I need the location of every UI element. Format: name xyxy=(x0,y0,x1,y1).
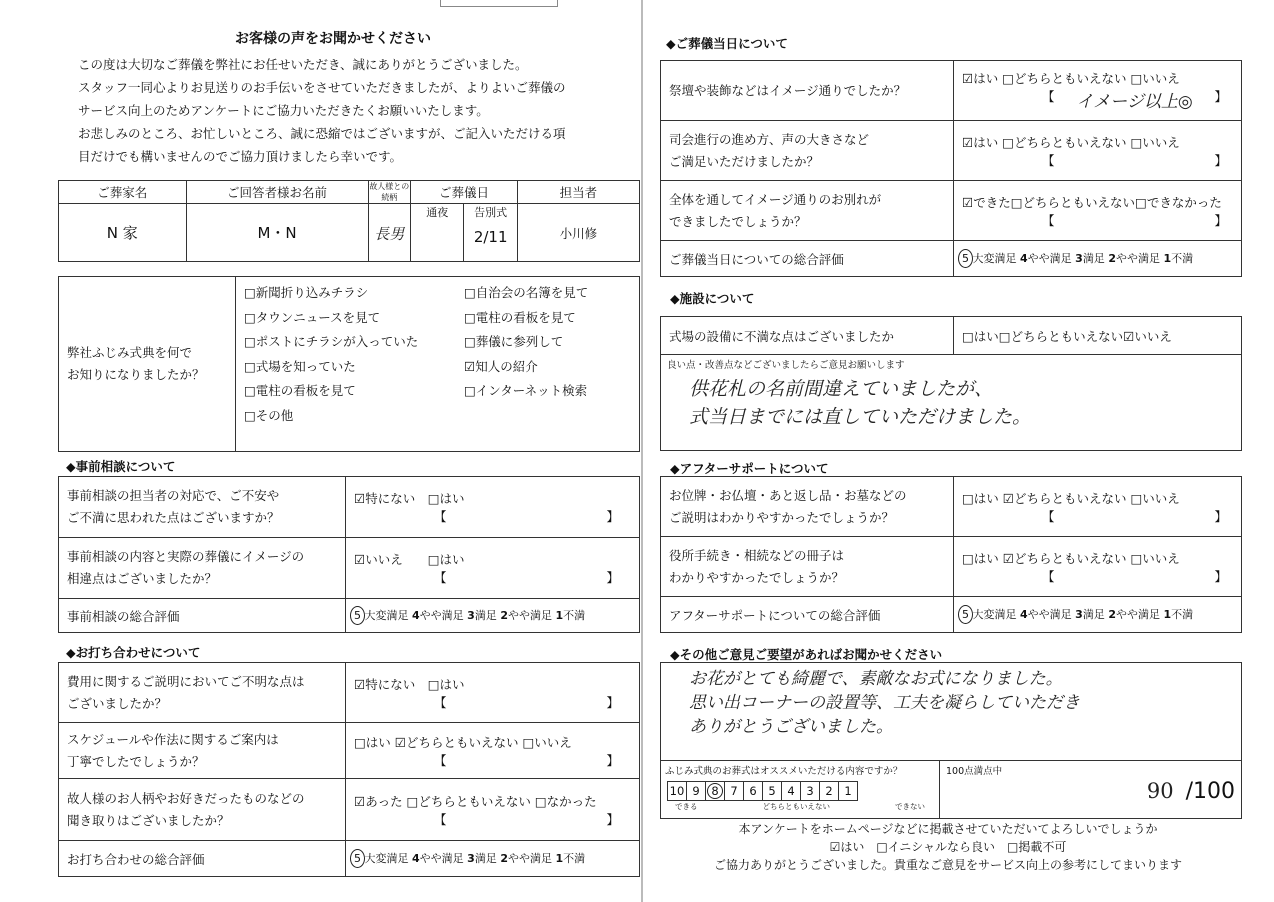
answer-bracket xyxy=(434,810,619,828)
rating-1: 1 xyxy=(555,852,564,865)
bracket-open: 【 xyxy=(434,752,447,768)
bracket-open: 【 xyxy=(434,811,447,827)
rating-label: 大変満足 xyxy=(972,608,1017,621)
rating-1: 1 xyxy=(1163,608,1172,621)
consult-a1 xyxy=(346,477,640,538)
source-option[interactable]: □電柱の看板を見て xyxy=(464,309,576,325)
rating-2: 2 xyxy=(1108,252,1116,265)
scale-4[interactable]: 4 xyxy=(782,782,801,801)
answer-options[interactable]: ☑はい □どちらともいえない □いいえ xyxy=(962,71,1180,86)
after-a2 xyxy=(954,537,1242,597)
q-line: ご満足いただけましたか？ xyxy=(669,153,820,169)
day-heading: ◆ご葬儀当日について xyxy=(666,36,788,51)
label-can: できる xyxy=(675,802,698,811)
handwritten-note: イメージ以上◎ xyxy=(1076,92,1193,112)
rating-label: 大変満足 xyxy=(972,252,1017,265)
rating-5: 5 xyxy=(958,249,973,268)
q-line: 司会進行の進め方、声の大きさなど xyxy=(669,131,870,147)
bracket-close: 】 xyxy=(1214,508,1227,524)
other-comment-box[interactable] xyxy=(661,663,1242,761)
rating-label: やや満足 xyxy=(1115,608,1160,621)
answer-bracket xyxy=(434,507,619,525)
recommend-question: ふじみ式典のお葬式はオススメいただける内容ですか？ xyxy=(665,766,903,777)
answer-options[interactable]: ☑できた□どちらともいえない□できなかった xyxy=(962,194,1222,210)
answer-bracket xyxy=(1042,211,1227,229)
comment-line: ありがとうございました。 xyxy=(689,717,893,737)
rating-label: やや満足 xyxy=(1115,252,1160,265)
meeting-a1 xyxy=(346,663,640,723)
source-option[interactable]: □自治会の名簿を見て xyxy=(464,285,589,300)
after-q1 xyxy=(661,477,954,537)
facility-heading: ◆施設について xyxy=(670,291,755,306)
intro-line: 目だけでも構いませんのでご協力頂けましたら幸いです。 xyxy=(78,149,403,164)
footer xyxy=(648,820,1248,874)
meeting-overall: お打ち合わせの総合評価 xyxy=(59,841,346,877)
bracket-open: 【 xyxy=(1042,212,1055,228)
q-line: 故人様のお人柄やお好きだったものなどの xyxy=(67,790,305,806)
rating-2: 2 xyxy=(1108,608,1116,621)
rating-label: やや満足 xyxy=(1027,608,1072,621)
after-heading: ◆アフターサポートについて xyxy=(670,461,829,476)
rating-label: やや満足 xyxy=(419,609,464,622)
answer-bracket xyxy=(434,693,619,711)
source-question xyxy=(59,277,236,452)
info-table xyxy=(58,180,640,262)
source-option[interactable]: □葬儀に参列して xyxy=(464,334,564,349)
rating-label: 満足 xyxy=(1082,608,1105,621)
note-line: 供花札の名前間違えていましたが、 xyxy=(689,378,994,400)
handwritten-comment xyxy=(689,667,1233,739)
score-max: /100 xyxy=(1185,779,1235,804)
rating-label: 不満 xyxy=(1171,252,1194,265)
tsuya-label: 通夜 xyxy=(426,206,449,219)
intro-line: この度は大切なご葬儀を弊社にお任せいただき、誠にありがとうございました。 xyxy=(78,57,528,72)
bracket-close: 】 xyxy=(606,570,619,585)
facility-note-box[interactable] xyxy=(661,355,1242,451)
col-staff: 担当者 xyxy=(517,181,639,204)
bracket-open: 【 xyxy=(1042,89,1055,104)
source-options xyxy=(236,277,640,452)
scale-labels xyxy=(675,801,925,812)
after-rating[interactable] xyxy=(954,597,1242,633)
meeting-q2 xyxy=(59,723,346,779)
footer-question: 本アンケートをホームページなどに掲載させていただいてよろしいでしょうか xyxy=(738,822,1158,836)
staff-name: 小川修 xyxy=(517,204,639,262)
source-option[interactable]: □インターネット検索 xyxy=(464,383,588,398)
intro-text xyxy=(78,53,566,168)
relation-value: 長男 xyxy=(368,204,411,262)
col-date: ご葬儀日 xyxy=(411,181,518,204)
answer-options[interactable]: ☑特にない □はい xyxy=(354,676,465,692)
q-line: 役所手続き・相続などの冊子は xyxy=(669,547,845,563)
answer-options[interactable]: □はい ☑どちらともいえない □いいえ xyxy=(962,490,1180,506)
bracket-close: 】 xyxy=(1214,568,1227,584)
rating-label: 大変満足 xyxy=(364,852,409,865)
tsuya-cell xyxy=(411,204,464,262)
rating-3: 3 xyxy=(1075,252,1083,265)
source-question-line: お知りになりましたか？ xyxy=(67,367,205,382)
scale-8[interactable] xyxy=(706,782,725,801)
rating-label: やや満足 xyxy=(1027,252,1072,265)
day-a3 xyxy=(954,181,1242,241)
scale-3[interactable]: 3 xyxy=(801,782,820,801)
meeting-q1 xyxy=(59,663,346,723)
label-cannot: できない xyxy=(895,802,925,811)
q-line: 事前相談の担当者の対応で、ご不安や xyxy=(67,488,280,503)
bracket-open: 【 xyxy=(434,694,447,710)
score-value xyxy=(946,779,1235,804)
answer-bracket xyxy=(1042,507,1227,525)
q-line: スケジュールや作法に関するご案内は xyxy=(67,731,279,747)
bracket-close: 】 xyxy=(606,811,619,827)
rating-2: 2 xyxy=(500,852,508,865)
day-rating[interactable] xyxy=(954,241,1242,277)
q-line: 丁寧でしたでしょうか？ xyxy=(67,753,205,769)
consult-overall: 事前相談の総合評価 xyxy=(59,599,346,633)
source-option[interactable]: □式場を知っていた xyxy=(244,358,356,374)
facility-q1: 式場の設備に不満な点はございましたか xyxy=(661,317,954,355)
consult-q1 xyxy=(59,477,346,538)
scale-5[interactable]: 5 xyxy=(763,782,782,801)
rating-5: 5 xyxy=(958,605,973,624)
source-option[interactable]: ☑知人の紹介 xyxy=(464,358,538,374)
bracket-close: 】 xyxy=(1214,89,1227,104)
source-question-line: 弊社ふじみ式典を何で xyxy=(67,345,193,360)
source-option[interactable]: □タウンニュースを見て xyxy=(244,309,381,325)
consult-q2 xyxy=(59,538,346,599)
scale-6[interactable]: 6 xyxy=(744,782,763,801)
day-overall: ご葬儀当日についての総合評価 xyxy=(661,241,954,277)
family-name: N 家 xyxy=(59,204,187,262)
rating-label: 満足 xyxy=(474,852,497,865)
bracket-close: 】 xyxy=(606,752,619,768)
respondent-name: M・N xyxy=(186,204,368,262)
q-line: ございましたか？ xyxy=(67,695,168,711)
scale-1[interactable]: 1 xyxy=(839,782,858,801)
q-line: 聞き取りはございましたか？ xyxy=(67,812,230,828)
meeting-q3 xyxy=(59,779,346,841)
note-label: 良い点・改善点などございましたらご意見お願いします xyxy=(667,360,905,371)
scale-2[interactable]: 2 xyxy=(820,782,839,801)
intro-line: サービス向上のためアンケートにご協力いただきたくお願いいたします。 xyxy=(78,103,489,118)
rating-label: 大変満足 xyxy=(364,609,409,622)
right-page xyxy=(648,0,1274,902)
footer-thanks: ご協力ありがとうございました。貴重なご意見をサービス向上の参考にしてまいります xyxy=(713,858,1182,872)
meeting-heading: ◆お打ち合わせについて xyxy=(66,645,201,660)
bracket-open: 【 xyxy=(1042,508,1055,524)
after-overall: アフターサポートについての総合評価 xyxy=(661,597,954,633)
rating-5: 5 xyxy=(350,606,365,625)
rating-3: 3 xyxy=(467,609,475,622)
meeting-a2 xyxy=(346,723,640,779)
answer-bracket xyxy=(434,568,619,586)
col-relation: 故人様との続柄 xyxy=(369,182,410,202)
rating-1: 1 xyxy=(1163,252,1172,265)
label-mid: どちらともいえない xyxy=(762,802,830,811)
rating-2: 2 xyxy=(500,609,508,622)
rating-4: 4 xyxy=(412,609,420,622)
recommend-cell xyxy=(661,761,940,819)
answer-options[interactable]: □はい ☑どちらともいえない □いいえ xyxy=(354,734,572,750)
handwritten-note xyxy=(689,375,1235,431)
q-line: 相違点はございましたか？ xyxy=(67,571,218,586)
after-q2 xyxy=(661,537,954,597)
source-option[interactable]: □新聞折り込みチラシ xyxy=(244,285,369,300)
scale-9[interactable]: 9 xyxy=(687,782,706,801)
source-option[interactable]: □電柱の看板を見て xyxy=(244,383,356,398)
answer-bracket xyxy=(1042,87,1227,112)
answer-options[interactable]: ☑いいえ □はい xyxy=(354,552,465,567)
footer-options[interactable]: ☑はい □イニシャルなら良い □掲載不可 xyxy=(829,840,1067,854)
bracket-close: 】 xyxy=(1214,152,1227,168)
rating-4: 4 xyxy=(1020,252,1028,265)
bracket-close: 】 xyxy=(606,694,619,710)
scale-10[interactable]: 10 xyxy=(668,782,687,801)
rating-label: やや満足 xyxy=(507,609,552,622)
kokubetsu-cell xyxy=(464,204,517,262)
intro-line: お悲しみのところ、お忙しいところ、誠に恐縮ではございますが、ご記入いただける項 xyxy=(78,126,566,141)
after-table xyxy=(660,476,1242,633)
day-q1 xyxy=(661,61,954,121)
col-respondent: ご回答者様お名前 xyxy=(186,181,368,204)
consult-table xyxy=(58,476,640,633)
bracket-close: 】 xyxy=(1214,212,1227,228)
q-line: 祭壇や装飾などはイメージ通りでしたか？ xyxy=(669,82,907,98)
day-a2 xyxy=(954,121,1242,181)
rating-3: 3 xyxy=(1075,608,1083,621)
q-line: 費用に関するご説明においてご不明な点は xyxy=(67,673,305,689)
bracket-open: 【 xyxy=(1042,568,1055,584)
bracket-close: 】 xyxy=(606,509,619,524)
answer-options[interactable]: □はい ☑どちらともいえない □いいえ xyxy=(962,550,1180,566)
rating-label: 満足 xyxy=(474,609,497,622)
page-fold xyxy=(641,0,643,902)
survey-title: お客様の声をお聞かせください xyxy=(235,31,431,47)
rating-5: 5 xyxy=(350,849,365,868)
rating-label: 満足 xyxy=(1082,252,1105,265)
rating-label: やや満足 xyxy=(507,852,552,865)
answer-bracket xyxy=(434,751,619,769)
source-option[interactable]: □ポストにチラシが入っていた xyxy=(244,334,419,349)
day-q3 xyxy=(661,181,954,241)
source-table xyxy=(58,276,640,452)
bracket-open: 【 xyxy=(1042,152,1055,168)
rating-label: 不満 xyxy=(563,852,586,865)
bracket-open: 【 xyxy=(434,570,447,585)
note-line: 式当日までには直していただけました。 xyxy=(689,406,1032,428)
comment-line: お花がとても綺麗で、素敵なお式になりました。 xyxy=(689,669,1063,689)
rating-1: 1 xyxy=(555,609,564,622)
answer-bracket xyxy=(1042,151,1227,169)
day-table xyxy=(660,60,1242,277)
rating-label: 不満 xyxy=(563,609,586,622)
q-line: 全体を通してイメージ通りのお別れが xyxy=(669,191,882,207)
rating-label: 不満 xyxy=(1171,608,1194,621)
other-heading: ◆その他ご意見ご要望があればお聞かせください xyxy=(670,647,943,662)
recommend-scale[interactable] xyxy=(667,781,858,801)
col-family: ご葬家名 xyxy=(59,181,187,204)
comment-line: 思い出コーナーの設置等、工夫を凝らしていただき xyxy=(689,693,1080,713)
meeting-a3 xyxy=(346,779,640,841)
after-a1 xyxy=(954,477,1242,537)
rating-3: 3 xyxy=(467,852,475,865)
q-line: わかりやすかったでしょうか？ xyxy=(669,569,845,585)
day-q2 xyxy=(661,121,954,181)
q-line: お位牌・お仏壇・あと返し品・お墓などの xyxy=(669,487,907,503)
q-line: ご説明はわかりやすかったでしょうか？ xyxy=(669,509,895,525)
score-cell[interactable] xyxy=(940,761,1242,819)
scale-8-circled: 8 xyxy=(707,783,723,799)
score-label: 100点満点中 xyxy=(946,766,1003,777)
kokubetsu-value: 2/11 xyxy=(473,228,508,246)
intro-line: スタッフ一同心よりお見送りのお手伝いをさせていただきましたが、よりよいご葬儀の xyxy=(78,80,566,95)
answer-options[interactable]: ☑特にない □はい xyxy=(354,491,465,506)
q-line: 事前相談の内容と実際の葬儀にイメージの xyxy=(67,549,305,564)
scale-7[interactable]: 7 xyxy=(725,782,744,801)
rating-4: 4 xyxy=(1020,608,1028,621)
answer-options[interactable]: ☑はい □どちらともいえない □いいえ xyxy=(962,134,1180,150)
rating-4: 4 xyxy=(412,852,420,865)
q-line: できましたでしょうか？ xyxy=(669,213,807,229)
source-option[interactable]: □その他 xyxy=(244,407,294,423)
answer-bracket xyxy=(1042,567,1227,585)
consult-a2 xyxy=(346,538,640,599)
meeting-table xyxy=(58,662,640,877)
facility-a1[interactable]: □はい□どちらともいえない☑いいえ xyxy=(954,317,1242,355)
bracket-open: 【 xyxy=(434,509,447,524)
rating-label: やや満足 xyxy=(419,852,464,865)
consult-heading: ◆事前相談について xyxy=(66,459,176,474)
answer-options[interactable]: ☑あった □どちらともいえない □なかった xyxy=(354,793,597,809)
facility-table xyxy=(660,316,1242,451)
q-line: ご不満に思われた点はございますか？ xyxy=(67,510,280,525)
score-handwritten: 90 xyxy=(1146,779,1174,803)
day-a1 xyxy=(954,61,1242,121)
other-table xyxy=(660,662,1242,819)
consult-rating[interactable] xyxy=(346,599,640,633)
meeting-rating[interactable] xyxy=(346,841,640,877)
kokubetsu-label: 告別式 xyxy=(474,206,508,219)
